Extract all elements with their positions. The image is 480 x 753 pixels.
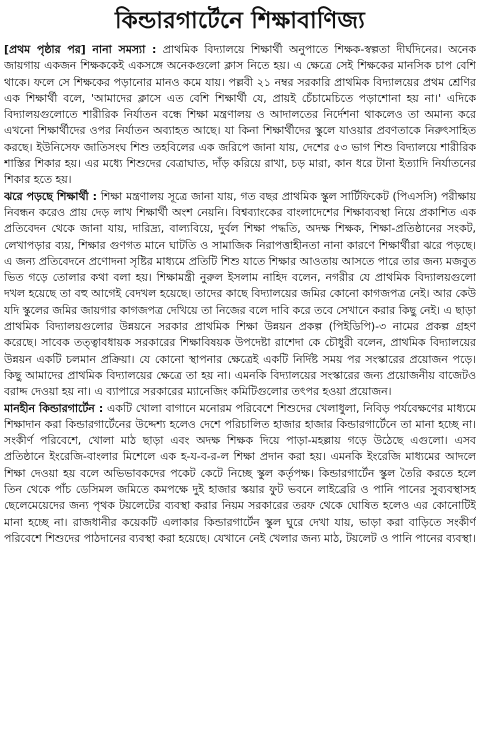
paragraph-dropouts-text: শিক্ষা মন্ত্রণালয় সূত্রে জানা যায়, গত বছর প্রাথমিক স্কুল সার্টিফিকেট (পিএসসি) পরীক্ষায় নিবন্ধন করেও প্রায় দেড় লাখ শিক্ষার্থী অংশ নেয়নি। বিশ্বব্যাংকের বাংলাদেশের শিক্ষাব্যবস্থা নিয়ে প্রকাশিত এক প্রতিবেদন থেকে জানা যায়, দারিদ্র্য, বাল্যবিয়ে, দুর্বল শিক্ষা পদ্ধতি, অদক্ষ শিক্ষক, শিক্ষা-প্রতিষ্ঠানের সংকট, লেখাপড়ার ব্যয়, শিক্ষার গুণগত মানে ঘাটতি ও সামাজিক নিরাপত্তাহীনতা নানা কারণে শিক্ষার্থীরা ঝরে পড়ছে। এ জন্য প্রতিবেদনে প্রণোদনা সৃষ্টির মাধ্যমে প্রতিটি শিশু যাতে শিক্ষার আওতায় আসতে পারে তার জন্য মজবুত ভিত গড়ে তোলার কথা বলা হয়। শিক্ষামন্ত্রী নুরুল ইসলাম নাহিদ বলেন, নগরীর যে প্রাথমিক বিদ্যালয়গুলো দখল হয়েছে তা বহু আগেই বেদখল হয়েছে। তাদের কাছে বিদ্যালয়ের জমির কোনো কাগজপত্র নেই। আর কেউ যদি স্কুলের জমির জায়গার কাগজপত্র দেখিয়ে তা নিজের বলে দাবি করে তবে সেখানে করার কিছু নেই। এ ছাড়া প্রাথমিক বিদ্যালয়গুলোর উন্নয়নে সরকার প্রাথমিক শিক্ষা উন্নয়ন প্রকল্প (পিইডিপি)-৩ নামের প্রকল্প গ্রহণ করেছে। সাবেক তত্ত্বাবধায়ক সরকারের শিক্ষাবিষয়ক উপদেষ্টা রাশেদা কে চৌধুরী বলেন, প্রাথমিক বিদ্যালয়ের উন্নয়ন একটি চলমান প্রক্রিয়া। যে কোনো স্থাপনার ক্ষেত্রেই একটি নির্দিষ্ট সময় পর সংস্কারের প্রয়োজন পড়ে। কিছু আমাদের প্রাথমিক বিদ্যালয়ের ক্ষেত্রে তা হয় না। এমনকি বিদ্যালয়ের সংস্কারের জন্য প্রয়োজনীয় বাজেটও বরাদ্দ দেওয়া হয় না। এ ব্যাপারে সরকারের ম্যানেজিং কমিটিগুলোর তৎপর হওয়া প্রয়োজন। (4, 189, 476, 399)
article-body (4, 42, 476, 547)
newspaper-clipping (4, 6, 476, 751)
section-dropouts-heading: ঝরে পড়ছে শিক্ষার্থী : (4, 189, 98, 203)
article-headline: কিন্ডারগার্টেনে শিক্ষাবাণিজ্য (115, 8, 365, 34)
paragraph-dropouts (4, 189, 476, 401)
paragraph-problems-text: প্রাথমিক বিদ্যালয়ে শিক্ষার্থী অনুপাতে শিক্ষক-স্বল্পতা দীর্ঘদিনের। অনেক জায়গায় একজন শিক্ষককেই একসঙ্গে অনেকগুলো ক্লাস নিতে হয়। এ ক্ষেত্রে সেই শিক্ষকের মানসিক চাপ বেশি থাকে। ফলে সে শিক্ষকের পড়ানোর মানও কমে যায়। পল্লবী ২১ নম্বর সরকারি প্রাথমিক বিদ্যালয়ের প্রথম শ্রেণির এক শিক্ষার্থী বলে, 'আমাদের ক্লাসে এত বেশি শিক্ষার্থী যে, প্রায়ই চেঁচামেচিতে পড়াশোনা হয় না।' এদিকে বিদ্যালয়গুলোতে শারীরিক নির্যাতন বন্ধে শিক্ষা মন্ত্রণালয় ও আদালতের নির্দেশনা থাকলেও তা অমান্য করে এখনো শিক্ষার্থীদের ওপর নির্যাতন অব্যাহত আছে। যা কিনা শিক্ষার্থীদের স্কুলে যাওয়ার প্রবণতাকে নিরুৎসাহিত করছে। ইউনিসেফ জাতিসংঘ শিশু তহবিলের এক জরিপে জানা যায়, দেশের ৫৩ ভাগ শিশু বিদ্যালয়ে শারীরিক শাস্তির শিকার হয়। এর মধ্যে শিশুদের বেত্রাঘাত, দাঁড় করিয়ে রাখা, চড় মারা, কান ধরে টানা ইত্যাদি নির্যাতনের শিকার হতে হয়। (4, 43, 476, 187)
paragraph-kindergarten-text: একটি খোলা বাগানে মনোরম পরিবেশে শিশুদের খেলাধুলা, নিবিড় পর্যবেক্ষণের মাধ্যমে শিক্ষাদান করা কিন্ডারগার্টেনের উদ্দেশ্য হলেও দেশে পরিচালিত হাজার হাজার কিন্ডারগার্টেনে তা মানা হচ্ছে না। সংকীর্ণ পরিবেশে, খোলা মাঠ ছাড়া এবং অদক্ষ শিক্ষক দিয়ে পাড়া-মহল্লায় গড়ে উঠেছে এগুলো। এসব প্রতিষ্ঠানে ইংরেজি-বাংলার মিশেলে এক হ-য-ব-র-ল শিক্ষা প্রদান করা হয়। এমনকি ইংরেজি মাধ্যমের আদলে শিক্ষা দেওয়া হয় বলে অভিভাবকদের পকেট কেটে নিচ্ছে স্কুল কর্তৃপক্ষ। কিন্ডারগার্টেন স্কুল তৈরি করতে হলে তিন থেকে পাঁচ ডেসিমল জমিতে কমপক্ষে দুই হাজার স্কয়ার ফুট ভবনে লাইব্রেরি ও পানি পানের সুব্যবস্থাসহ ছেলেমেয়েদের জন্য পৃথক টয়লেটের ব্যবস্থা করার নিয়ম সরকারের তরফ থেকে ঘোষিত হলেও এর কোনোটিই মানা হচ্ছে না। রাজধানীর কয়েকটি এলাকার কিন্ডারগার্টেন স্কুল ঘুরে দেখা যায়, ভাড়া করা বাড়িতে সংকীর্ণ পরিবেশে শিশুদের পাঠদানের ব্যবস্থা করা হয়েছে। যেখানে নেই খেলার জন্য মাঠ, টয়লেট ও পানি পানের ব্যবস্থা। (4, 401, 476, 545)
paragraph-kindergarten (4, 401, 476, 548)
section-kindergarten-heading: মানহীন কিন্ডারগার্টেন : (4, 401, 104, 415)
continued-from-front-lead: [প্রথম পৃষ্ঠার পর] নানা সমস্যা : (4, 43, 157, 56)
paragraph-problems (4, 42, 476, 189)
